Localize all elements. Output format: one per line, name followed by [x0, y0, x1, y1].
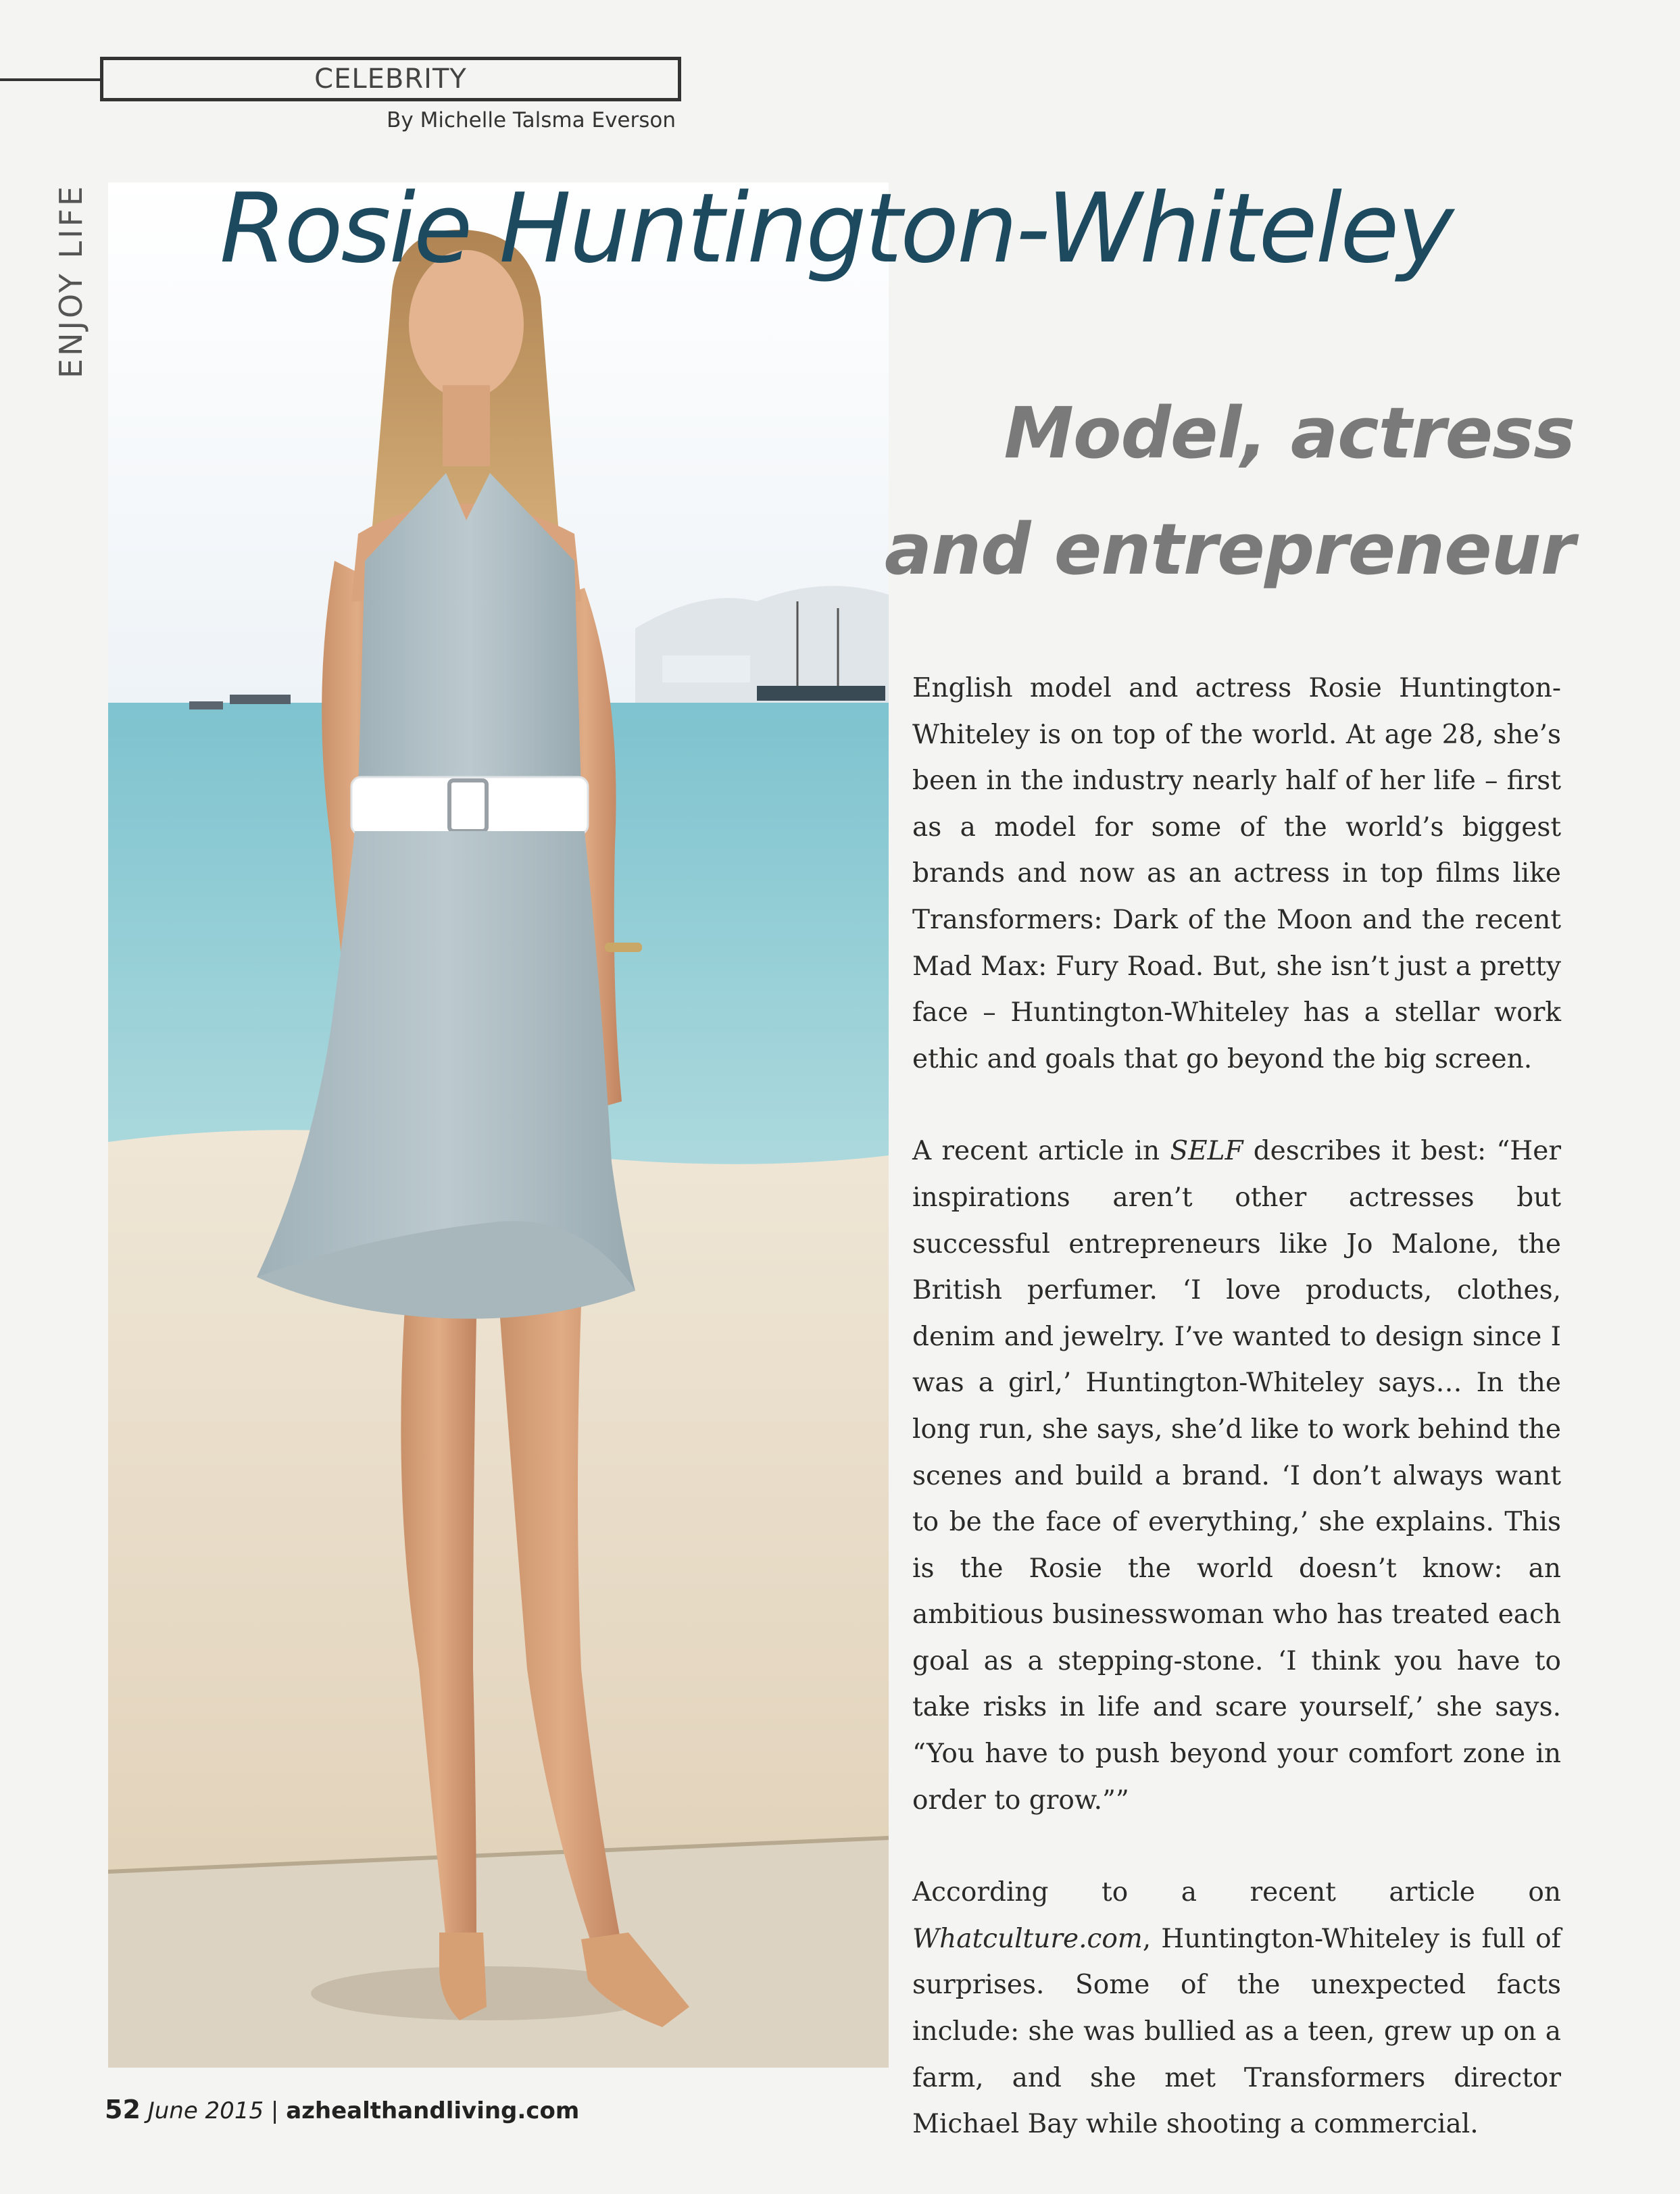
paragraph-3-intro: According to a recent article on	[912, 1877, 1561, 1908]
website-link[interactable]: azhealthandliving.com	[286, 2097, 580, 2124]
paragraph-3-rest: , Huntington-Whiteley is full of surprises. Some of the unexpected facts include: she was bullied as a teen, grew up on a farm, and she met Transformers director Michael Bay while shooting a commercial.	[912, 1923, 1561, 2140]
beach-photo-illustration	[108, 182, 889, 2068]
article-body	[912, 666, 1561, 2194]
publication-whatculture: Whatculture.com	[912, 1923, 1143, 1954]
page-number: 52	[105, 2095, 141, 2124]
issue-date: June 2015	[147, 2097, 264, 2124]
page-footer	[105, 2095, 579, 2124]
subhead-line-2: and entrepreneur	[884, 508, 1575, 591]
paragraph-2	[912, 1128, 1561, 1824]
section-rule	[0, 78, 101, 81]
paragraph-3	[912, 1870, 1561, 2148]
byline: By Michelle Talsma Everson	[387, 108, 676, 132]
paragraph-2-rest: describes it best: “Her inspirations aren’t other actresses but successful entrepreneurs like Jo Malone, the British perfumer. ‘I love products, clothes, denim and jewelry. I’ve wanted to design since I was a girl,’ Huntington-Whiteley says… In the long run, she says, she’d like to work behind the scenes and build a brand. ‘I don’t always want to be the face of everything,’ she explains. This is the Rosie the world doesn’t know: an ambitious businesswoman who has treated each goal as a stepping-stone. ‘I think you have to take risks in life and scare yourself,’ she says. “You have to push beyond your comfort zone in order to grow.””	[912, 1136, 1562, 1816]
feature-photo	[108, 182, 889, 2068]
subhead-line-1: Model, actress	[1004, 392, 1575, 474]
article-subhead	[865, 375, 1575, 607]
paragraph-2-intro: A recent article in	[912, 1136, 1170, 1167]
side-label: ENJOY LIFE	[53, 183, 89, 378]
article-headline: Rosie Huntington-Whiteley	[220, 173, 1452, 284]
section-label: CELEBRITY	[100, 57, 681, 101]
footer-separator: |	[270, 2097, 279, 2124]
paragraph-1: English model and actress Rosie Huntington-Whiteley is on top of the world. At age 28, she’s been in the industry nearly half of her life – first as a model for some of the world’s biggest brands and now as an actress in top films like Transformers: Dark of the Moon and the recent Mad Max: Fury Road. But, she isn’t just a pretty face – Huntington-Whiteley has a stellar work ethic and goals that go beyond the big screen.	[912, 673, 1561, 1074]
publication-self: SELF	[1170, 1136, 1243, 1167]
